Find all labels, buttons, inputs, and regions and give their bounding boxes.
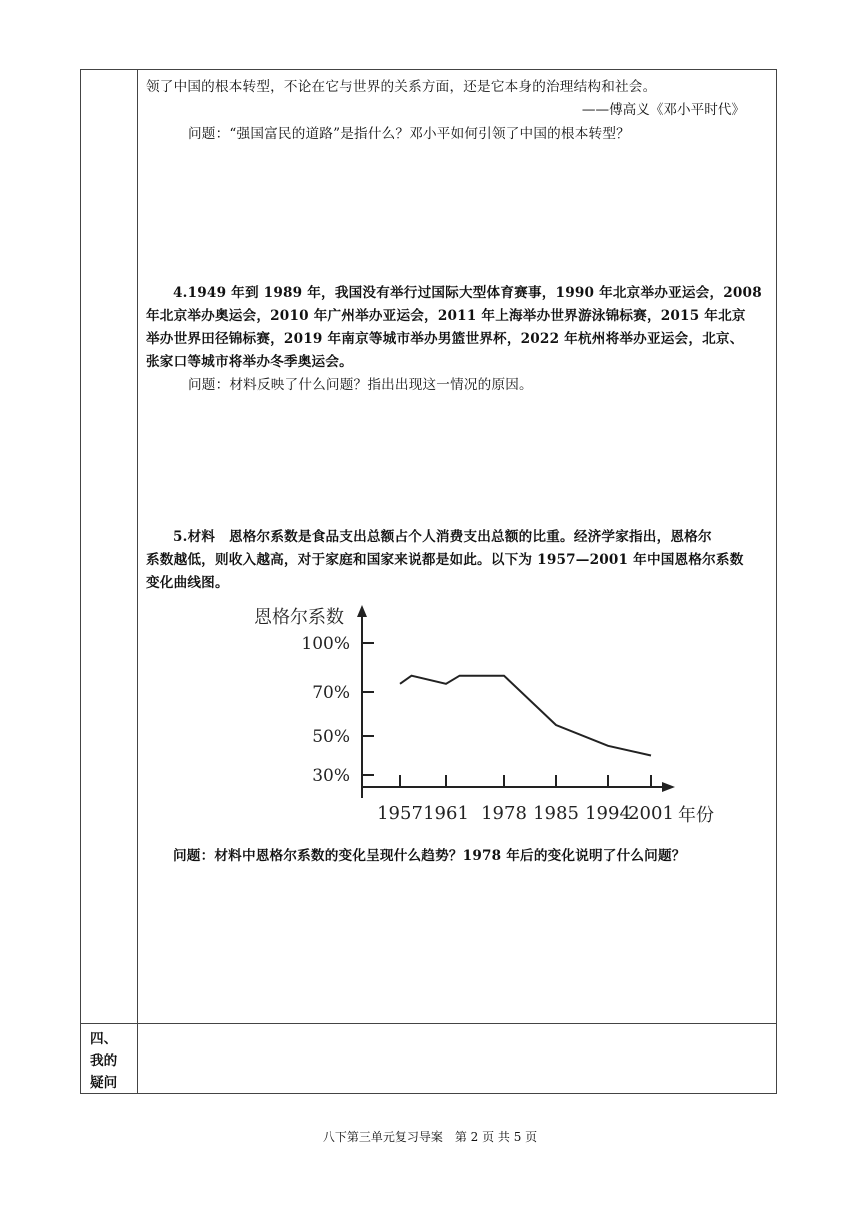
table-border-top	[80, 69, 777, 70]
material-5-line-3: 变化曲线图。	[146, 575, 229, 591]
series-line	[400, 676, 651, 756]
material-5-line-1: 5.材料 恩格尔系数是食品支出总额占个人消费支出总额的比重。经济学家指出，恩格尔	[173, 529, 712, 545]
quote-attribution: ——傅高义《邓小平时代》	[581, 102, 745, 118]
table-border-bottom	[80, 1093, 777, 1094]
section-4-label	[90, 1028, 130, 1094]
question-5: 问题：材料中恩格尔系数的变化呈现什么趋势？1978 年后的变化说明了什么问题？	[173, 848, 686, 864]
table-border-left	[80, 69, 81, 1094]
x-axis	[362, 782, 675, 792]
material-4-line-1: 4.1949 年到 1989 年，我国没有举行过国际大型体育赛事，1990 年北京举办亚运会，2008	[173, 285, 762, 301]
y-tick-label: 50%	[312, 727, 350, 747]
page-footer: 八下第三单元复习导案 第 2 页 共 5 页	[322, 1130, 538, 1144]
x-tick-label: 2001	[628, 803, 674, 823]
table-border-right	[776, 69, 777, 1094]
y-tick-label: 70%	[312, 683, 350, 703]
x-tick-label: 1978	[481, 803, 527, 823]
paragraph-continuation: 领了中国的根本转型，不论在它与世界的关系方面，还是它本身的治理结构和社会。	[146, 79, 657, 95]
material-4-line-3: 举办世界田径锦标赛，2019 年南京等城市举办男篮世界杯，2022 年杭州将举办亚运会，北京、	[146, 331, 744, 347]
x-tick-label: 1985	[533, 803, 579, 823]
question-4: 问题：材料反映了什么问题？指出出现这一情况的原因。	[188, 377, 533, 393]
table-row-divider	[80, 1023, 777, 1024]
x-axis-label: 年份	[678, 805, 714, 823]
material-4-line-2: 年北京举办奥运会，2010 年广州举办亚运会，2011 年上海举办世界游泳锦标赛，2015 年北京	[146, 308, 746, 324]
engel-coefficient-chart	[250, 603, 720, 823]
y-axis-label: 恩格尔系数	[254, 607, 344, 628]
x-tick-label: 1957	[377, 803, 423, 823]
x-tick-label: 1961	[423, 803, 469, 823]
material-5-line-2: 系数越低，则收入越高，对于家庭和国家来说都是如此。以下为 1957—2001 年中国恩格尔系数	[146, 552, 744, 568]
y-tick-label: 30%	[312, 766, 350, 786]
material-4-line-4: 张家口等城市将举办冬季奥运会。	[146, 354, 353, 370]
x-tick-label: 1994	[585, 803, 631, 823]
section-4-label-text: 四、我的疑问	[90, 1031, 118, 1091]
question-3: 问题：“强国富民的道路”是指什么？邓小平如何引领了中国的根本转型？	[188, 126, 630, 142]
y-tick-label: 100%	[301, 634, 350, 654]
table-column-divider	[137, 69, 138, 1094]
y-axis	[357, 605, 367, 798]
